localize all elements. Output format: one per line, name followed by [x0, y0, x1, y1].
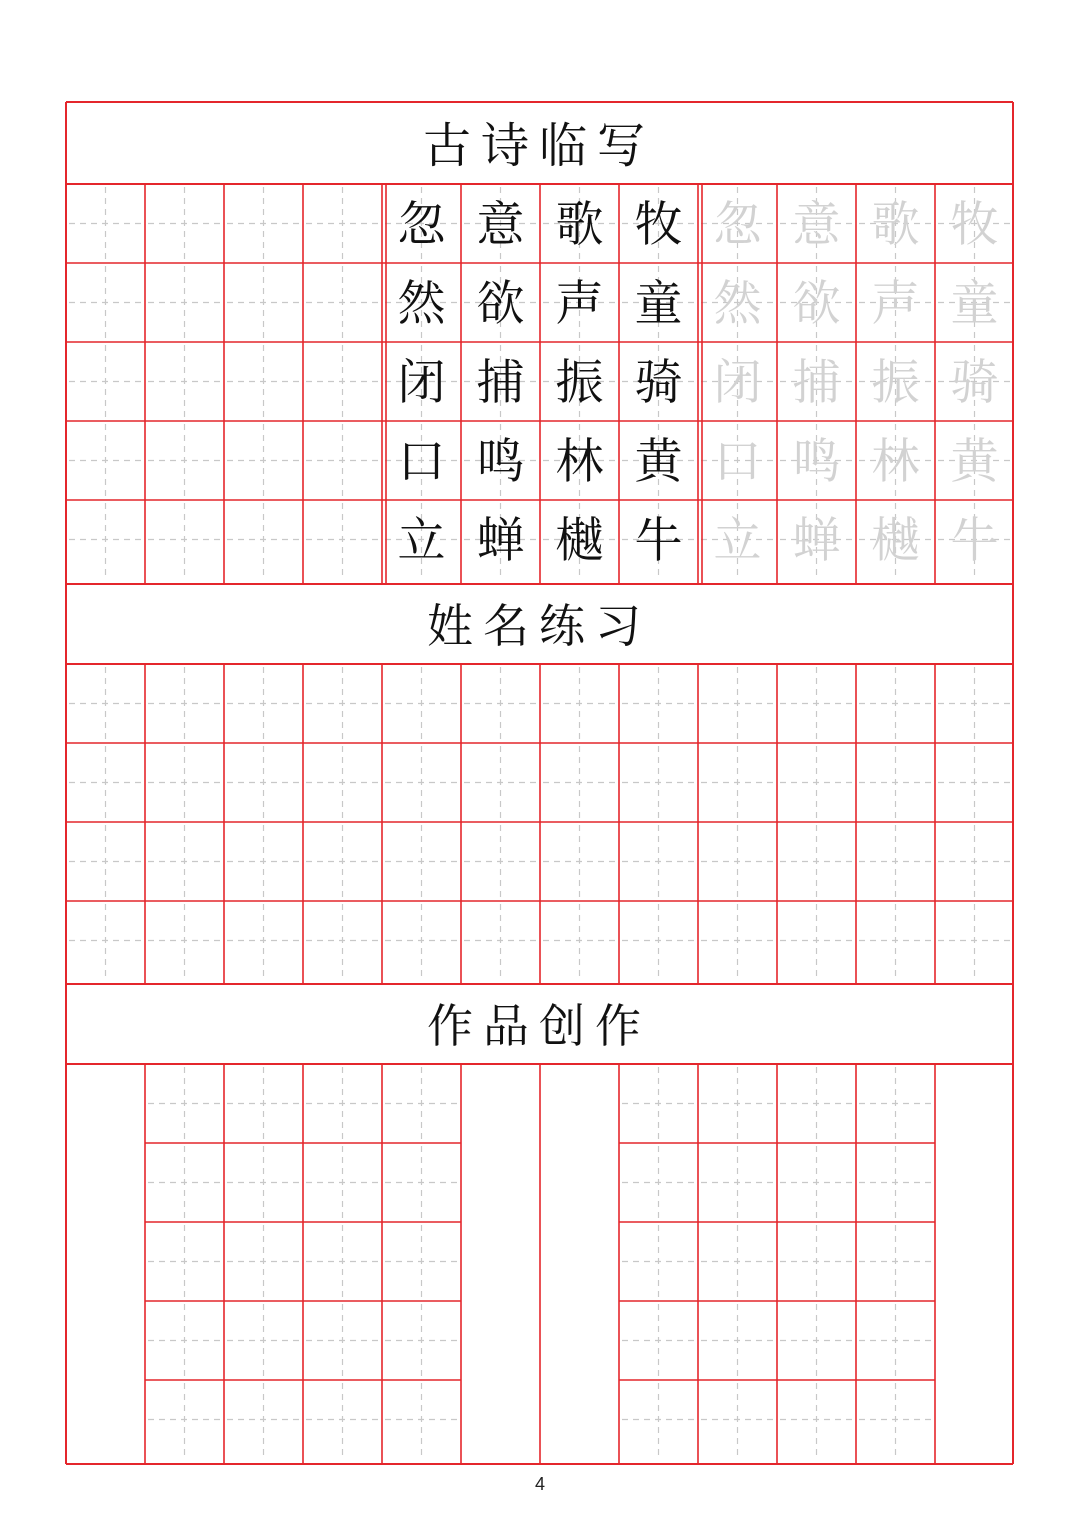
- tracing-character: 意: [792, 196, 841, 253]
- model-character: 然: [397, 275, 446, 332]
- section-title-creation: 作品创作: [427, 999, 651, 1053]
- model-character: 牧: [634, 196, 683, 253]
- model-character: 闭: [397, 354, 446, 411]
- model-character: 立: [397, 512, 446, 569]
- tracing-character: 林: [871, 433, 920, 490]
- tracing-character: 口: [713, 433, 762, 490]
- tracing-character: 然: [713, 275, 762, 332]
- model-character: 牛: [634, 512, 683, 569]
- model-character: 林: [555, 433, 604, 490]
- page-number: 4: [534, 1474, 545, 1494]
- model-character: 口: [397, 433, 446, 490]
- tracing-character: 忽: [713, 196, 762, 253]
- tracing-character: 童: [950, 275, 999, 332]
- model-character: 歌: [555, 196, 604, 253]
- tracing-character: 振: [871, 354, 920, 411]
- tracing-character: 牛: [950, 512, 999, 569]
- tracing-character: 欲: [792, 275, 841, 332]
- tracing-character: 闭: [713, 354, 762, 411]
- tracing-character: 牧: [950, 196, 999, 253]
- model-character: 欲: [476, 275, 525, 332]
- model-character: 意: [476, 196, 525, 253]
- model-character: 振: [555, 354, 604, 411]
- tracing-character: 蝉: [792, 512, 841, 569]
- tracing-character: 立: [713, 512, 762, 569]
- model-character: 骑: [634, 354, 683, 411]
- model-character: 童: [634, 275, 683, 332]
- section-title-name-practice: 姓名练习: [427, 599, 651, 653]
- model-character: 声: [555, 275, 604, 332]
- model-character: 樾: [555, 512, 604, 569]
- model-character: 忽: [397, 196, 446, 253]
- tracing-character: 樾: [871, 512, 920, 569]
- tracing-character: 捕: [792, 354, 841, 411]
- tracing-character: 骑: [950, 354, 999, 411]
- tracing-character: 声: [871, 275, 920, 332]
- tracing-character: 鸣: [792, 433, 841, 490]
- model-character: 捕: [476, 354, 525, 411]
- model-character: 蝉: [476, 512, 525, 569]
- model-character: 黄: [634, 433, 683, 490]
- poem-characters: [397, 197, 1000, 569]
- tracing-character: 黄: [950, 433, 999, 490]
- model-character: 鸣: [476, 433, 525, 490]
- tracing-character: 歌: [871, 196, 920, 253]
- section-title-poem-copy: 古诗临写: [422, 118, 656, 174]
